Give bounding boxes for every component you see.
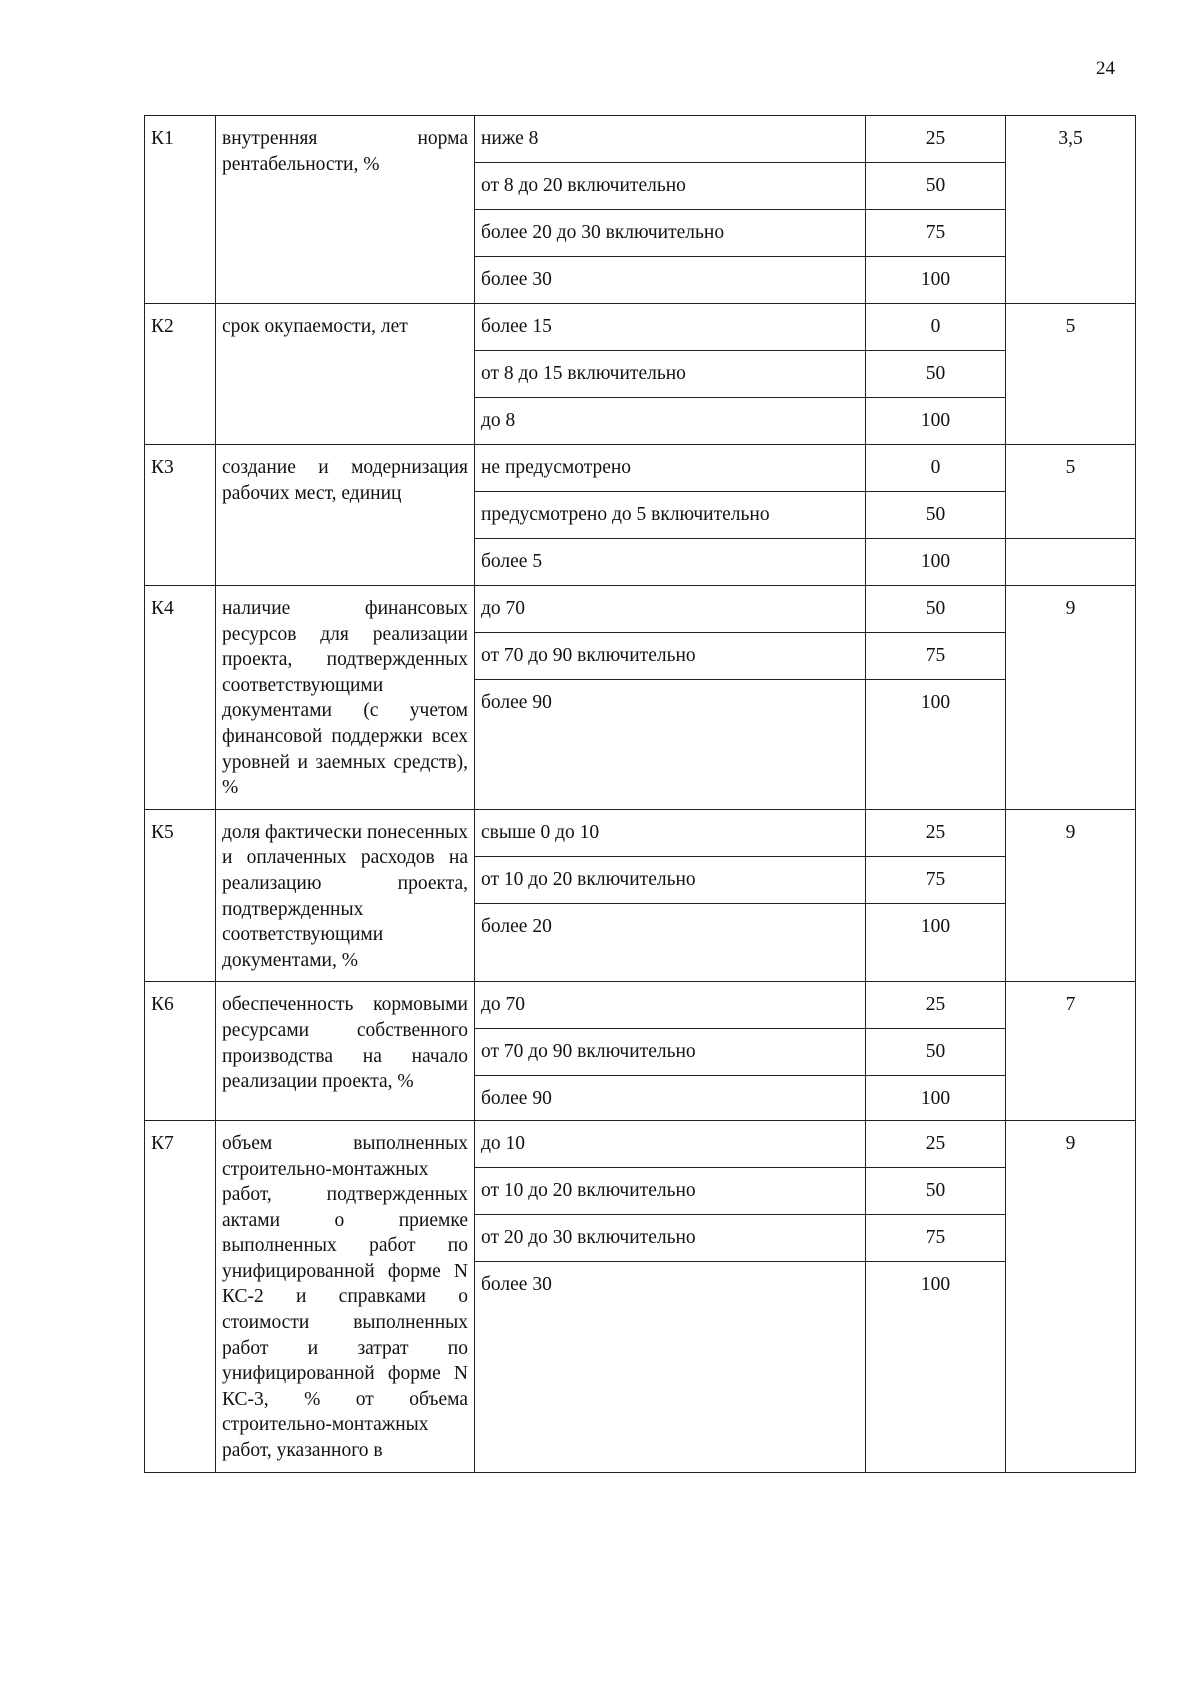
condition-score: 100 (866, 1261, 1006, 1472)
condition-score: 75 (866, 856, 1006, 903)
criterion-name: доля фактически понесенных и оплаченных расходов на реализацию проекта, подтвержденных соответствующими документами, % (216, 809, 475, 982)
criterion-name: срок окупаемости, лет (216, 304, 475, 445)
criterion-weight-empty (1006, 539, 1136, 586)
condition-score: 100 (866, 903, 1006, 982)
criterion-code: К2 (145, 304, 216, 445)
condition-text: более 30 (475, 257, 866, 304)
condition-score: 50 (866, 351, 1006, 398)
condition-score: 100 (866, 398, 1006, 445)
condition-score: 50 (866, 163, 1006, 210)
criteria-table (144, 115, 1136, 1473)
table-row (145, 1120, 1136, 1167)
condition-text: более 30 (475, 1261, 866, 1472)
criterion-weight: 5 (1006, 445, 1136, 539)
condition-text: до 70 (475, 982, 866, 1029)
condition-text: от 10 до 20 включительно (475, 856, 866, 903)
condition-text: от 20 до 30 включительно (475, 1214, 866, 1261)
condition-score: 75 (866, 1214, 1006, 1261)
criterion-code: К6 (145, 982, 216, 1121)
condition-score: 100 (866, 257, 1006, 304)
criterion-weight: 9 (1006, 1120, 1136, 1472)
condition-text: до 10 (475, 1120, 866, 1167)
table-row (145, 809, 1136, 856)
condition-text: свыше 0 до 10 (475, 809, 866, 856)
criterion-name: объем выполненных строительно-монтажных работ, подтвержденных актами о приемке выполненных работ по унифицированной форме N КС-2 и справками о стоимости выполненных работ и затрат по унифицированной форме N КС-3, % от объема строительно-монтажных работ, указанного в (216, 1120, 475, 1472)
condition-text: до 70 (475, 586, 866, 633)
criterion-code: К7 (145, 1120, 216, 1472)
condition-text: более 90 (475, 680, 866, 810)
condition-text: от 8 до 15 включительно (475, 351, 866, 398)
condition-text: предусмотрено до 5 включительно (475, 492, 866, 539)
condition-text: от 10 до 20 включительно (475, 1167, 866, 1214)
condition-score: 100 (866, 680, 1006, 810)
criterion-weight: 5 (1006, 304, 1136, 445)
condition-text: более 5 (475, 539, 866, 586)
condition-text: от 8 до 20 включительно (475, 163, 866, 210)
criterion-code: К3 (145, 445, 216, 586)
criterion-weight: 9 (1006, 586, 1136, 810)
criterion-name: создание и модернизация рабочих мест, единиц (216, 445, 475, 586)
condition-text: от 70 до 90 включительно (475, 1029, 866, 1076)
condition-score: 50 (866, 1167, 1006, 1214)
table-row (145, 586, 1136, 633)
condition-score: 0 (866, 304, 1006, 351)
criterion-weight: 7 (1006, 982, 1136, 1121)
condition-text: более 20 до 30 включительно (475, 210, 866, 257)
condition-score: 0 (866, 445, 1006, 492)
table-row (145, 445, 1136, 492)
condition-score: 100 (866, 539, 1006, 586)
condition-text: более 90 (475, 1076, 866, 1121)
criterion-code: К4 (145, 586, 216, 810)
criterion-weight: 3,5 (1006, 116, 1136, 304)
criterion-name: обеспеченность кормовыми ресурсами собственного производства на начало реализации проекта, % (216, 982, 475, 1121)
criterion-code: К1 (145, 116, 216, 304)
table-row (145, 116, 1136, 163)
criterion-name: внутренняя норма рентабельности, % (216, 116, 475, 304)
criterion-code: К5 (145, 809, 216, 982)
condition-score: 25 (866, 982, 1006, 1029)
page-number: 24 (1096, 58, 1115, 79)
condition-score: 100 (866, 1076, 1006, 1121)
condition-text: до 8 (475, 398, 866, 445)
condition-score: 50 (866, 492, 1006, 539)
condition-score: 75 (866, 210, 1006, 257)
criterion-weight: 9 (1006, 809, 1136, 982)
condition-score: 25 (866, 1120, 1006, 1167)
condition-score: 25 (866, 116, 1006, 163)
condition-score: 75 (866, 633, 1006, 680)
condition-text: ниже 8 (475, 116, 866, 163)
condition-score: 25 (866, 809, 1006, 856)
condition-text: более 15 (475, 304, 866, 351)
condition-score: 50 (866, 586, 1006, 633)
table-row (145, 982, 1136, 1029)
condition-text: от 70 до 90 включительно (475, 633, 866, 680)
condition-score: 50 (866, 1029, 1006, 1076)
condition-text: не предусмотрено (475, 445, 866, 492)
criterion-name: наличие финансовых ресурсов для реализации проекта, подтвержденных соответствующими документами (с учетом финансовой поддержки всех уровней и заемных средств), % (216, 586, 475, 810)
condition-text: более 20 (475, 903, 866, 982)
table-row (145, 304, 1136, 351)
